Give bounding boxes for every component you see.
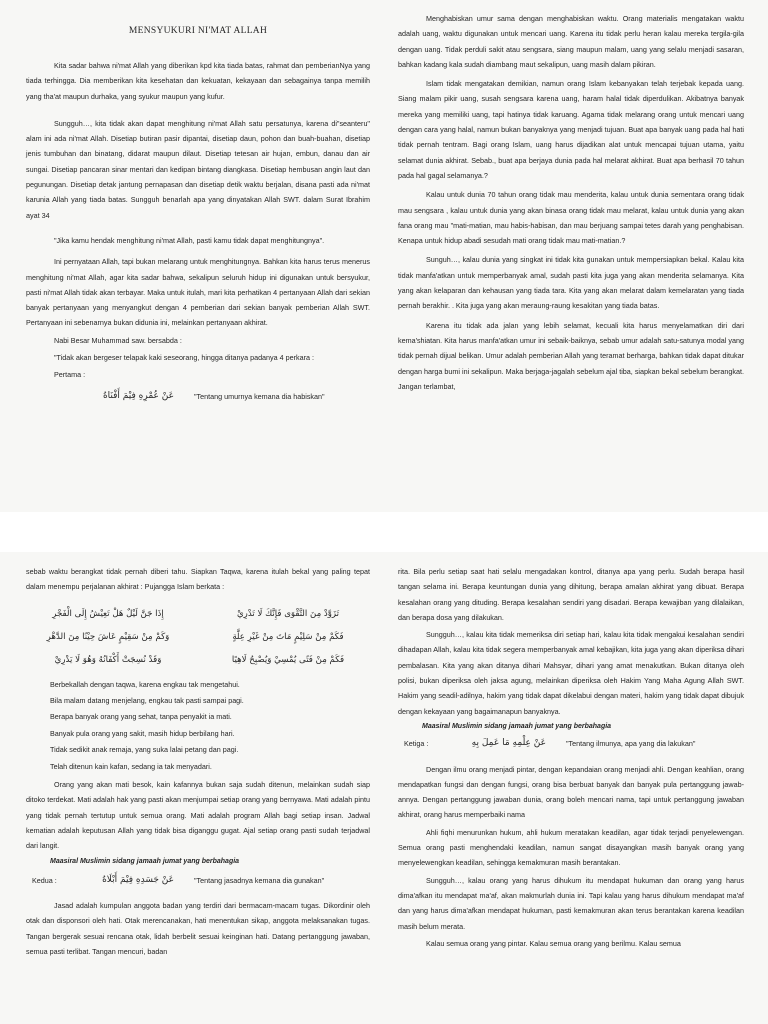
hadith-intro: Nabi Besar Muhammad saw. bersabda : <box>54 335 182 345</box>
paragraph: Islam tidak mengatakan demikian, namun orang Islam kebanyakan telah terjebak kepada uang. Siang malam pikir uang, susah sengsara karena uang, haram halal tidak diperdulikan. Akibatnya banyak mereka yang memiliki uang, tapi hatinya tidak karuang. Agama tidak melarang orang untuk mencari uang dengan cara yang halal, namun bukan banyaknya yang menjadi tujuan. Buat apa banyak uang pada hal hati tidak pernah tentram. Bagi orang Islam, uang harus dijadikan alat untuk mencapai tujuan utama, yaitu selamat dunia akhirat. Sebab., buat apa berjaya dunia pada hal melarat akhirat. Buat apa berhasil 70 tahun pada hal gagal selamanya.? <box>398 79 744 180</box>
poem-line: فَكَمْ مِنْ فَتًى يُمْسِيْ وَيُصْبِحُ لَاهِيًا <box>231 654 345 665</box>
document-page-4 <box>384 552 768 1024</box>
arabic-row <box>26 389 370 404</box>
arabic-text: عَنْ عُمْرِهِ فِيْمَ أَفْنَاهُ <box>102 390 174 401</box>
document-page-3 <box>0 552 384 1024</box>
paragraph: Ahli fiqhi menurunkan hukum, ahli hukum meratakan keadilan, agar tidak terjadi penyelewengan. Semua orang pasti menghendaki keadilan, namun sangat disayangkan masih banyak orang yang menyelewengkan keadilan, sehingga kemakmuran masih berantakan. <box>398 827 744 868</box>
translation-line: Telah ditenun kain kafan, sedang ia tak menyadari. <box>50 761 212 771</box>
translation-line: Berbekallah dengan taqwa, karena engkau tak mengetahui. <box>50 679 240 689</box>
paragraph: Sungguh…, kita tidak akan dapat menghitung ni'mat Allah satu persatunya, karena di"seanteru" alam ini ada ni'mat Allah. Disetiap butiran pasir dipantai, disetiap daun, pohon dan buah-buahan, disetiap jenis tumbuhan dan binatang, didarat maupun dilaut. Disetiap tetesan air hujan, embun, danau dan air sungai. Disetiap pancaran sinar mentari dan kedipan bintang diangkasa. Disetiap hembusan angin laut dan pegunungan. Disetiap detak jantung pernapasan dan disetiap detik waktu berjalan, disana pasti ada ni'mat karunia Allah yang tiada batas. Sungguh benarlah apa yang dinyatakan Allah SWT. dalam Surat Ibrahim ayat 34 <box>26 118 370 220</box>
item-label: Ketiga : <box>404 739 429 749</box>
paragraph: Kita sadar bahwa ni'mat Allah yang diberikan kpd kita tiada batas, rahmat dan pemberianNya yang tiada terhingga. Dia memberikan kita kesehatan dan kekuatan, kekayaan dan sebagainya tanpa memilih yang tha'at maupun durhaka, yang syukur maupun yang kufur. <box>26 61 370 101</box>
page-title: MENSYUKURI NI'MAT ALLAH <box>128 26 268 36</box>
translation-line: Berapa banyak orang yang sehat, tanpa penyakit ia mati. <box>50 712 232 722</box>
hadith-text: "Tidak akan bergeser telapak kaki seseorang, hingga ditanya padanya 4 perkara : <box>54 353 315 363</box>
arabic-text: عَنْ جَسَدِهِ فِيْمَ أَبْلَاهُ <box>102 874 174 885</box>
paragraph: Sunguh…, kalau dunia yang singkat ini tidak kita gunakan untuk mempersiapkan bekal. Kalau kita tidak manfa'atkan untuk memperbanyak amal, sudah pasti kita juga yang akan menderita selamanya. Kita yang akan kelaparan dan kehausan yang tiada tara. Kita yang akan melarat dalam kemelaratan yang tiada pernah berakhir. . Kita juga yang akan meraung-raung kesakitan yang tiada batas. <box>398 255 744 311</box>
subheading: Maasiral Muslimin sidang jamaah jumat yang berbahagia <box>422 722 612 730</box>
paragraph: Ini pernyataan Allah, tapi bukan melarang untuk menghitungnya. Bahkan kita harus terus menerus menghitung ni'mat Allah, agar kita sadar bahwa, sekalipun seluruh hidup ini digunakan untuk bersyukur, pasti ni'mat Allah tidak akan terbayar. Maka untuk itulah, mari kita perhatikan 4 pertanyaan Allah dari sekian banyak pertanyaan yang menyangkut dengan 4 pemberian dari sekian banyak pemberian Allah SWT. Pertanyaan ini sebenarnya bukan didunia ini, melainkan pertanyaan akhirat. <box>26 257 370 328</box>
translation-line: Tidak sedikit anak remaja, yang suka lalai petang dan pagi. <box>50 745 239 755</box>
translation-line: Bila malam datang menjelang, engkau tak pasti sampai pagi. <box>50 696 244 705</box>
poem-line: وَقَدْ نُسِجَتْ أَكْفَانُهُ وَهُوَ لَا يَدْرِيْ <box>54 654 162 665</box>
paragraph: Dengan ilmu orang menjadi pintar, dengan kepandaian orang menjadi ahli. Dengan keahlian, orang mendapatkan fungsi dan dengan fungsi, orang bisa berbuat banyak dan banyak pula pertanggung jawab-annya. Dengan pertanggung jawaban dunia, orang boleh mencari nama, tapi untuk pertanggung jawaban akhirat, orang harus memperbaiki nama <box>398 764 744 820</box>
item-label: Kedua : <box>32 875 57 885</box>
document-page-1 <box>0 0 384 512</box>
paragraph: Kalau semua orang yang pintar. Kalau semua orang yang berilmu. Kalau semua <box>426 938 681 948</box>
item-label: Pertama : <box>54 370 86 380</box>
poem-line: إِذَا جَنَّ لَيْلٌ هَلْ تَعِيْشُ إِلَى الْفَجْرِ <box>52 608 164 619</box>
poem-line: فَكَمْ مِنْ سَلِيْمٍ مَاتَ مِنْ غَيْرِ عِلَّةٍ <box>232 631 344 642</box>
paragraph: Menghabiskan umur sama dengan menghabiskan waktu. Orang materialis mengatakan waktu adalah uang, waktu digunakan untuk mencari uang. Karena itu tidak perlu heran kalau mereka tergila-gila dengan uang. Tidak perduli sakit atau sengsara, siang maupun malam, uang yang selalu menjadi sasaran, bahkan kadang kala sudah diambang maut sekalipun, uang masih dalam pikiran. <box>398 14 744 69</box>
poem-line: وَكَمْ مِنْ سَقِيْمٍ عَاشَ حِيْنًا مِنَ الدَّهْرِ <box>46 631 170 642</box>
subheading: Maasiral Muslimin sidang jamaah jumat yang berbahagia <box>50 857 240 865</box>
quote: "Jika kamu hendak menghitung ni'mat Allah, pasti kamu tidak dapat menghitungnya". <box>54 235 325 245</box>
paragraph: Kalau untuk dunia 70 tahun orang tidak mau menderita, kalau untuk dunia sementara orang tidak mau sengsara , kalau untuk dunia yang akan binasa orang tidak mau melarat, kalau untuk dunia yang akan fana orang mau "mati-matian, mau habis-habisan, dan mau berjuang sampai tetes darah yang penghabisan. Kenapa untuk hidup abadi sesudah mati orang tidak mau mati-matian.? <box>398 190 744 246</box>
arabic-row <box>26 873 370 888</box>
page-gap <box>0 512 768 552</box>
translation-line: Banyak pula orang yang sakit, masih hidup berbilang hari. <box>50 728 235 738</box>
paragraph: Orang yang akan mati besok, kain kafannya bukan saja sudah ditenun, melainkan sudah siap ditoko terdekat. Mati adalah hak yang pasti akan menjumpai setiap orang yang bernyawa. Mati adalah pintu yang tidak pernah tertutup untuk semua orang. Mati adalah program Allah bagi setiap insan. Jadwal kematian adalah keputusan Allah yang tidak bisa diganggu gugat. Ajal setiap orang pasti sudah terjadwal dari langit. <box>26 780 370 851</box>
paragraph: Sungguh…, kalau orang yang harus dihukum itu mendapat hukuman dan orang yang harus dima'afkan itu mendapat ma'af, akan makmurlah dunia ini. Tapi kalau yang harus dihukum mendapat ma'af dan yang harus dima'afkan mendapat hukuman, pasti kemakmuran akan terus berantakan karena keadilan masih belum merata. <box>398 875 744 931</box>
paragraph: Karena itu tidak ada jalan yang lebih selamat, kecuali kita harus menyelamatkan diri dari kema'shiatan. Kita harus manfa'atkan umur ini sebaik-baiknya, sebab umur adalah satu-satunya modal yang tidak pernah dijual belikan. Umur adalah pemberian Allah yang teramat berharga, bahkan tidak dapat ditukar dengan harga bumi ini sekalipun. Maka berjaga-jagalah sebelum ajal tiba, siapkan bekal sebelum berangkat. Jangan terlambat, <box>398 320 744 391</box>
arabic-poem <box>26 609 370 665</box>
paragraph: Jasad adalah kumpulan anggota badan yang terdiri dari bermacam-macam tugas. Dikordinir oleh otak dan disponsori oleh hati. Otak merencanakan, hati menentukan sikap, anggota melaksanakan tugas. Tangan bergerak sesuai rencana otak, lidah berbelit sesuai keinginan hati. Datang pertanggung jawaban, semua pasti terlibat. Tangan mencuri, badan <box>26 901 370 956</box>
poem-translation <box>26 677 370 775</box>
paragraph: sebab waktu berangkat tidak pernah diberi tahu. Siapkan Taqwa, karena itulah bekal yang paling tepat dalam menempu perjalanan akhirat : Pujangga Islam berkata : <box>26 567 370 592</box>
arabic-text: عَنْ عِلْمِهِ مَا عَمِلَ بِهِ <box>471 738 546 749</box>
paragraph: rita. Bila perlu setiap saat hati selalu mengadakan kontrol, ditanya apa yang perlu. Sudah berapa hasil tangan selama ini. Berapa keuntungan dunia yang dihitung, berapa amalan akhirat yang dibuat. Berapa kesalahan orang yang dituding. Berapa kesalahan sendiri yang disadari. Berapa kewajiban yang dilalaikan, dan berapa dosa yang dilakukan. <box>398 567 744 622</box>
arabic-translation: "Tentang ilmunya, apa yang dia lakukan" <box>566 739 696 749</box>
poem-line: تَزَوَّدْ مِنَ التَّقْوَى فَإِنَّكَ لَا تَدْرِيْ <box>236 608 340 619</box>
arabic-translation: "Tentang umurnya kemana dia habiskan" <box>194 391 325 401</box>
paragraph: Sungguh…, kalau kita tidak memeriksa diri setiap hari, kalau kita tidak mengakui kesalahan sendiri dihadapan Allah, kalau kita tidak segera memperbanyak amal kebajikan, kita juga yang akan diperiksa dihari pembalasan. Kita yang akan ditanya dihari Mahsyar, dihari yang amat menakutkan. Bukan ditanya oleh polisi, bukan diperiksa oleh jaksa agung, melainkan diperiksa oleh Hakim Yang Maha Agung Allah SWT. Hakim yang seadil-adilnya, hakim yang tidak dapat dikelabui dengan materi, hakim yang tidak dapat dibujuk dengan kekayaan yang bagaimanapun banyaknya. <box>398 630 744 716</box>
arabic-translation: "Tentang jasadnya kemana dia gunakan" <box>194 875 325 885</box>
document-page-2 <box>384 0 768 512</box>
arabic-row <box>398 736 744 751</box>
